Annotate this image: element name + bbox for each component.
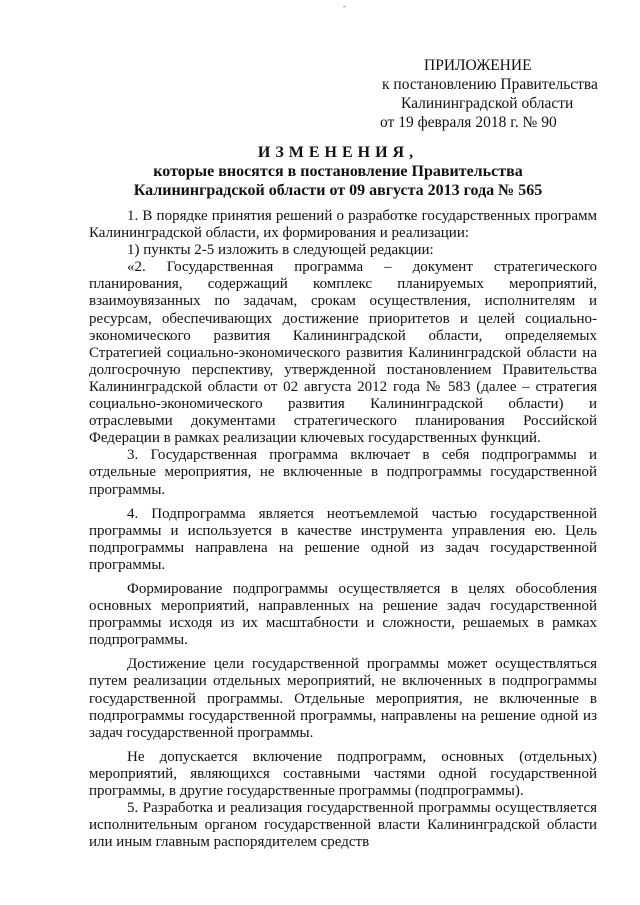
paragraph-2: 1) пункты 2-5 изложить в следующей редакции: (127, 242, 434, 259)
paragraph-5: 4. Подпрограмма является неотъемлемой частью государственной программы и используется в качестве инструмента управления ею. Цель подпрограммы направлена на решение одной из задач государственной программы. (89, 505, 597, 573)
title-line-2: которые вносятся в постановление Правительства (153, 163, 523, 180)
appendix-block (380, 56, 630, 132)
paragraph-9: 5. Разработка и реализация государственной программы осуществляется исполнительным органом государственной власти Калининградской области или иным главным распорядителем средств (89, 800, 597, 851)
document-body (89, 208, 597, 851)
title-main: ИЗМЕНЕНИЯ, (257, 144, 419, 161)
appendix-reference: к постановлению Правительства (382, 76, 598, 93)
paragraph-4: 3. Государственная программа включает в себя подпрограммы и отдельные мероприятия, не включенные в подпрограммы государственной программы. (89, 447, 597, 498)
paragraph-1: 1. В порядке принятия решений о разработке государственных программ Калининградской области, их формирования и реализации: (89, 208, 597, 242)
paragraph-6: Формирование подпрограммы осуществляется в целях обособления основных мероприятий, направленных на решение задач государственной программы исходя из их масштабности и сложности, решаемых в рамках подпрограммы. (89, 580, 597, 649)
paragraph-8: Не допускается включение подпрограмм, основных (отдельных) мероприятий, являющихся составными частями одной государственной программы, в другие государственные программы (подпрограммы). (89, 748, 597, 799)
header-mark: - (343, 2, 346, 11)
title-line-3: Калининградской области от 09 августа 2013 года № 565 (133, 182, 543, 199)
appendix-region: Калининградской области (401, 95, 574, 112)
appendix-date-number: от 19 февраля 2018 г. № 90 (380, 114, 557, 131)
appendix-title: ПРИЛОЖЕНИЕ (424, 57, 532, 74)
paragraph-3: «2. Государственная программа – документ стратегического планирования, содержащий комплекс планируемых мероприятий, взаимоувязанных по задачам, срокам осуществления, исполнителям и ресурсам, обеспечивающих достижение приоритетов и целей социально-экономического развития Калининградской области, определяемых Стратегией социально-экономического развития Калининградской области на долгосрочную перспективу, утвержденной постановлением Правительства Калининградской области от 02 августа 2012 года № 583 (далее – стратегия социально-экономического развития Калининградской области) и отраслевыми документами стратегического планирования Российской Федерации в рамках реализации ключевых государственных функций. (89, 259, 597, 447)
paragraph-7: Достижение цели государственной программы может осуществляться путем реализации отдельных мероприятий, не включенных в подпрограммы государственной программы. Отдельные мероприятия, не включенные в подпрограммы государственной программы, направлены на решение одной из задач государственной программы. (89, 656, 597, 741)
document-title (0, 143, 640, 200)
